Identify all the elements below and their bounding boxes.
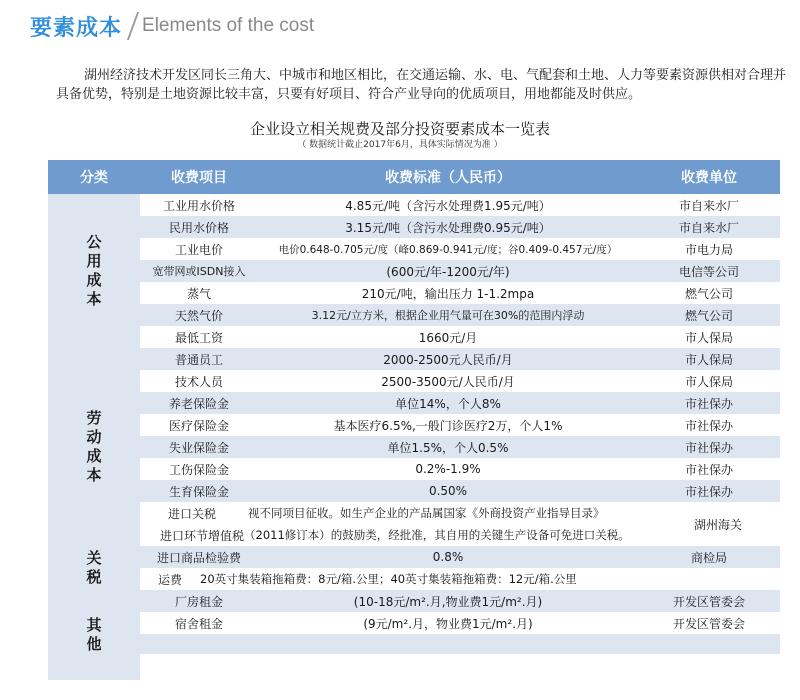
table-title: 企业设立相关规费及部分投资要素成本一览表: [249, 120, 550, 138]
table-row-blank: [140, 634, 780, 654]
table-row: [140, 392, 780, 414]
freight-row: [140, 568, 780, 590]
cell-standard: 0.50%: [428, 484, 468, 498]
cell-standard: 0.2%-1.9%: [415, 462, 481, 476]
cell-item: 工业电价: [174, 242, 223, 257]
category-public: [48, 194, 140, 348]
cell-item: 运费: [157, 572, 182, 587]
cell-standard: 单位1.5%，个人0.5%: [387, 440, 509, 455]
intro-paragraph: [56, 66, 786, 104]
cell-unit: 市社保办: [684, 440, 733, 455]
cell-item: 最低工资: [174, 330, 223, 345]
table-row: [140, 282, 780, 304]
cell-standard: 2000-2500元人民币/月: [383, 352, 513, 367]
cell-standard: 0.8%: [432, 550, 464, 564]
cell-unit: 市自来水厂: [678, 220, 739, 235]
cell-item: 进口商品检验费: [156, 550, 241, 565]
cell-item: 宽带网或ISDN接入: [152, 265, 246, 278]
cell-item: 普通员工: [174, 352, 223, 367]
table-header: [48, 160, 780, 194]
cell-item: 天然气价: [174, 308, 223, 323]
cell-unit: 市人保局: [684, 352, 733, 367]
header-unit: 收费单位: [681, 170, 737, 186]
cell-unit: 市自来水厂: [678, 198, 739, 213]
cell-standard: 2500-3500元/人民币/月: [381, 374, 515, 389]
category-label: 其他: [86, 616, 102, 653]
table-row: [140, 612, 780, 634]
cell-unit: 燃气公司: [684, 308, 733, 323]
cost-table: [48, 160, 780, 653]
cell-unit: 市社保办: [684, 484, 733, 499]
section-title: 要素成本: [30, 15, 123, 41]
category-label: 劳动成本: [86, 409, 102, 484]
tariff-unit: 湖州海关: [693, 518, 742, 532]
table-row: [140, 458, 780, 480]
category-label: 公用成本: [86, 233, 102, 308]
table-row: [140, 414, 780, 436]
cell-standard: 20英寸集装箱拖箱费：8元/箱.公里；40英寸集装箱拖箱费：12元/箱.公里: [200, 572, 577, 586]
cell-item: 工伤保险金: [168, 462, 229, 477]
cell-item: 医疗保险金: [168, 418, 229, 433]
section-subtitle: Elements of the cost: [142, 15, 315, 36]
cell-standard: 单位14%，个人8%: [395, 396, 501, 411]
cell-standard: 3.12元/立方米，根据企业用气量可在30%的范围内浮动: [311, 309, 585, 322]
table-note: （ 数据统计截止2017年6月，具体实际情况为准 ）: [297, 140, 503, 150]
cell-unit: 商检局: [690, 550, 727, 565]
cell-standard: 210元/吨，输出压力 1-1.2mpa: [361, 286, 535, 301]
table-row: [140, 348, 780, 370]
tariff-standard-line2: （2011修订本）的鼓励类，经批准，其自用的关键生产设备可免进口关税。: [244, 528, 630, 542]
title-divider: [127, 12, 139, 40]
category-labor: [48, 348, 140, 546]
cell-item: 养老保险金: [168, 396, 229, 411]
intro-text: 湖州经济技术开发区同长三角大、中城市和地区相比，在交通运输、水、电、气配套和土地、人力等要素资源供相对合理并具备优势，特别是土地资源比较丰富，只要有好项目、符合产业导向的优质项目，用地都能及时供应。: [56, 68, 787, 102]
cell-standard: 基本医疗6.5%,一般门诊医疗2万，个人1%: [333, 418, 563, 433]
cell-item: 失业保险金: [168, 440, 229, 455]
table-row: [140, 590, 780, 612]
cell-unit: 市社保办: [684, 418, 733, 433]
cell-unit: 市社保办: [684, 462, 733, 477]
table-row: [140, 238, 780, 260]
cell-standard: (600元/年-1200元/年): [386, 264, 510, 279]
cell-item: 民用水价格: [168, 220, 229, 235]
table-row: [140, 370, 780, 392]
cell-standard: 1660元/月: [418, 330, 478, 345]
header-category: 分类: [80, 170, 108, 186]
cell-standard: 电价0.648-0.705元/度（峰0.869-0.941元/度；谷0.409-0.457元/度）: [278, 243, 618, 256]
cell-unit: 市电力局: [684, 242, 733, 257]
cell-item: 蒸气: [186, 286, 211, 301]
table-row: [140, 260, 780, 282]
tariff-standard-line1: 视不同项目征收。如生产企业的产品属国家《外商投资产业指导目录》: [248, 506, 605, 520]
category-tariff: [48, 546, 140, 590]
category-label: 关税: [86, 549, 102, 586]
category-other: [48, 590, 140, 680]
page-header: [30, 8, 314, 44]
cell-standard: (10-18元/m².月,物业费1元/m².月): [353, 594, 543, 609]
cell-item: 厂房租金: [174, 594, 223, 609]
cell-standard: 4.85元/吨（含污水处理费1.95元/吨）: [345, 198, 551, 213]
tariff-item-vat: 进口环节增值税: [160, 529, 245, 543]
cell-unit: 市社保办: [684, 396, 733, 411]
cell-unit: 电信等公司: [678, 264, 739, 279]
cell-unit: 燃气公司: [684, 286, 733, 301]
table-row: [140, 436, 780, 458]
cell-unit: 开发区管委会: [672, 594, 745, 609]
table-row: [140, 480, 780, 502]
tariff-item-import-duty: 进口关税: [168, 507, 217, 521]
table-row: [140, 304, 780, 326]
table-row: [140, 546, 780, 568]
cell-item: 技术人员: [174, 374, 223, 389]
cell-standard: (9元/m².月，物业费1元/m².月): [363, 616, 533, 631]
cell-standard: 3.15元/吨（含污水处理费0.95元/吨）: [345, 220, 551, 235]
cell-unit: 市人保局: [684, 330, 733, 345]
table-row: [140, 216, 780, 238]
header-item: 收费项目: [171, 170, 227, 186]
table-row: [140, 326, 780, 348]
cell-item: 生育保险金: [168, 484, 229, 499]
header-standard: 收费标准（人民币）: [385, 170, 511, 186]
cell-item: 宿舍租金: [174, 616, 223, 631]
cell-unit: 市人保局: [684, 374, 733, 389]
cell-item: 工业用水价格: [162, 198, 235, 213]
cell-unit: 开发区管委会: [672, 616, 745, 631]
table-row: [140, 194, 780, 216]
